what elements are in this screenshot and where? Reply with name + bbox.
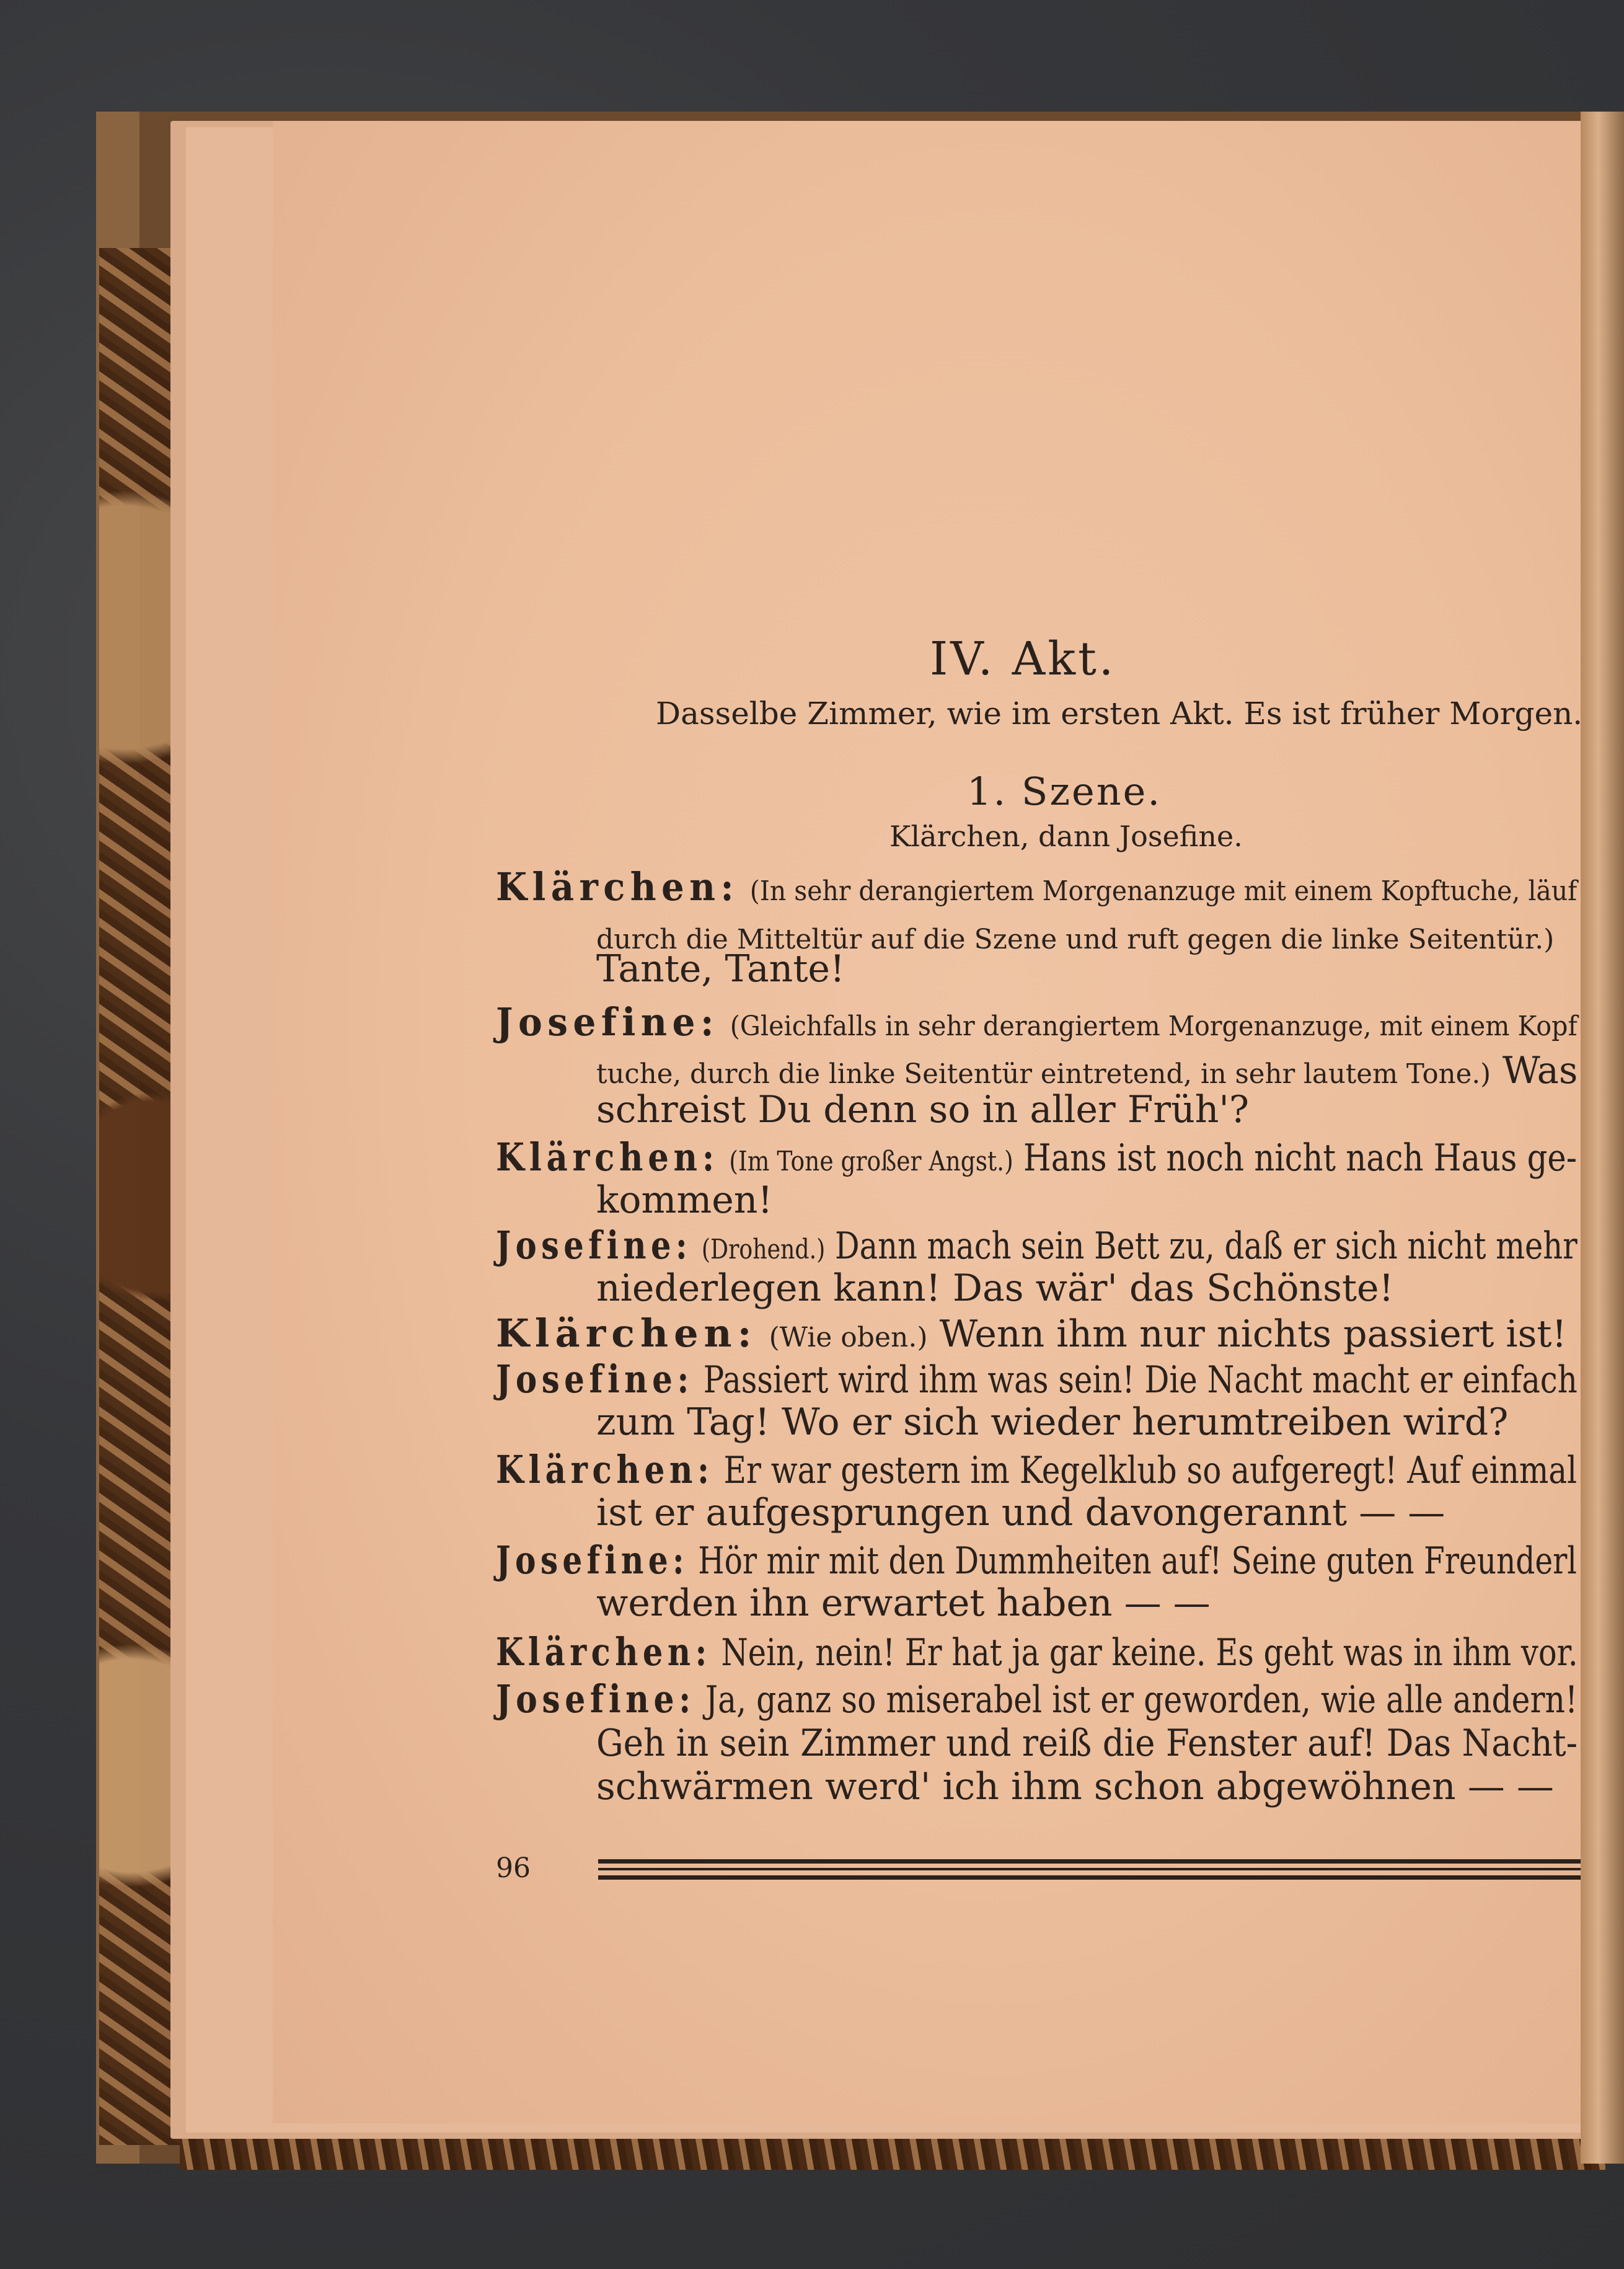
dialogue-text: Tante, Tante! [596, 947, 845, 991]
speaker-name: Klärchen: [496, 864, 739, 909]
dialogue-line [496, 1356, 1578, 1402]
dialogue-text: Hans ist noch nicht nach Haus ge- [1023, 1136, 1578, 1180]
dialogue-text: schreist Du denn so in aller Früh'? [596, 1088, 1250, 1131]
dialogue-line [596, 1491, 1445, 1534]
dialogue-line [596, 1088, 1250, 1131]
dialogue-text: kommen! [596, 1179, 773, 1222]
facing-page-edge [1581, 112, 1624, 2164]
footer-rule [598, 1858, 1581, 1883]
stage-direction: tuche, durch die linke Seitentür eintretend, in sehr lautem Tone.) [596, 1058, 1491, 1090]
dialogue-line [596, 1765, 1554, 1808]
dialogue-line [496, 1447, 1578, 1492]
dialogue-line [596, 1179, 773, 1222]
page-number: 96 [496, 1852, 531, 1884]
dialogue-line [596, 1581, 1211, 1625]
dialogue-text: Wenn ihm nur nichts passiert ist! [939, 1312, 1567, 1356]
speaker-name: Klärchen: [496, 1134, 719, 1180]
dialogue-text: Dann mach sein Bett zu, daß er sich nicht mehr [835, 1224, 1578, 1268]
stage-direction: (In sehr derangiertem Morgenanzuge mit einem Kopftuche, läuf [749, 875, 1578, 907]
dialogue-text: Nein, nein! Er hat ja gar keine. Es geht was in ihm vor. [721, 1631, 1578, 1674]
dialogue-line [496, 1223, 1578, 1268]
stage-direction: (Gleichfalls in sehr derangiertem Morgenanzuge, mit einem Kopf [730, 1011, 1578, 1042]
speaker-name: Josefine: [496, 1356, 694, 1402]
dialogue-line [496, 1629, 1578, 1674]
marbled-cover-paper [99, 248, 180, 2145]
dialogue-text: Passiert wird ihm was sein! Die Nacht macht er einfach [703, 1358, 1578, 1402]
dialogue-line [496, 1134, 1578, 1180]
speaker-name: Josefine: [496, 999, 719, 1045]
speaker-name: Josefine: [496, 1676, 695, 1722]
dialogue-text: Ja, ganz so miserabel ist er geworden, wie alle andern! [705, 1678, 1578, 1722]
dialogue-line [496, 1537, 1577, 1583]
speaker-name: Klärchen: [496, 1629, 712, 1674]
dialogue-line [596, 1400, 1509, 1444]
dialogue-line [496, 999, 1578, 1045]
dialogue-text: Er war gestern im Kegelklub so aufgeregt! Auf einmal [723, 1449, 1578, 1492]
dialogue-line [496, 1676, 1578, 1722]
dialogue-line [596, 1049, 1578, 1092]
stage-direction: (Wie oben.) [769, 1322, 928, 1353]
stage-setting: Dasselbe Zimmer, wie im ersten Akt. Es ist früher Morgen. [656, 696, 1583, 732]
dialogue-text: Geh in sein Zimmer und reiß die Fenster auf! Das Nacht- [596, 1722, 1578, 1765]
dialogue-text: Was [1502, 1049, 1578, 1092]
dialogue-text: Hör mir mit den Dummheiten auf! Seine guten Freunderl [698, 1539, 1577, 1583]
dialogue-line [596, 1722, 1578, 1765]
speaker-name: Josefine: [496, 1537, 689, 1583]
dialogue-line [496, 864, 1578, 909]
stage-direction: durch die Mitteltür auf die Szene und ruft gegen die linke Seitentür.) [596, 924, 1555, 955]
speaker-name: Josefine: [496, 1223, 692, 1268]
dialogue-text: ist er aufgesprungen und davongerannt — — [596, 1491, 1445, 1534]
speaker-name: Klärchen: [496, 1447, 714, 1492]
dialogue-line [496, 1311, 1567, 1356]
speaker-name: Klärchen: [496, 1311, 757, 1356]
dialogue-text: niederlegen kann! Das wär' das Schönste! [596, 1267, 1394, 1310]
stage-direction: (Im Tone großer Angst.) [729, 1146, 1013, 1177]
scene-cast: Klärchen, dann Josefine. [889, 820, 1243, 853]
dialogue-text: schwärmen werd' ich ihm schon abgewöhnen — — [596, 1765, 1554, 1808]
act-title: IV. Akt. [930, 632, 1116, 686]
dialogue-line [596, 1267, 1394, 1310]
scene-title: 1. Szene. [967, 769, 1162, 814]
dialogue-text: werden ihn erwartet haben — — [596, 1581, 1211, 1625]
stage-direction: (Drohend.) [701, 1234, 826, 1265]
dialogue-line [596, 947, 845, 991]
dialogue-text: zum Tag! Wo er sich wieder herumtreiben wird? [596, 1400, 1509, 1444]
